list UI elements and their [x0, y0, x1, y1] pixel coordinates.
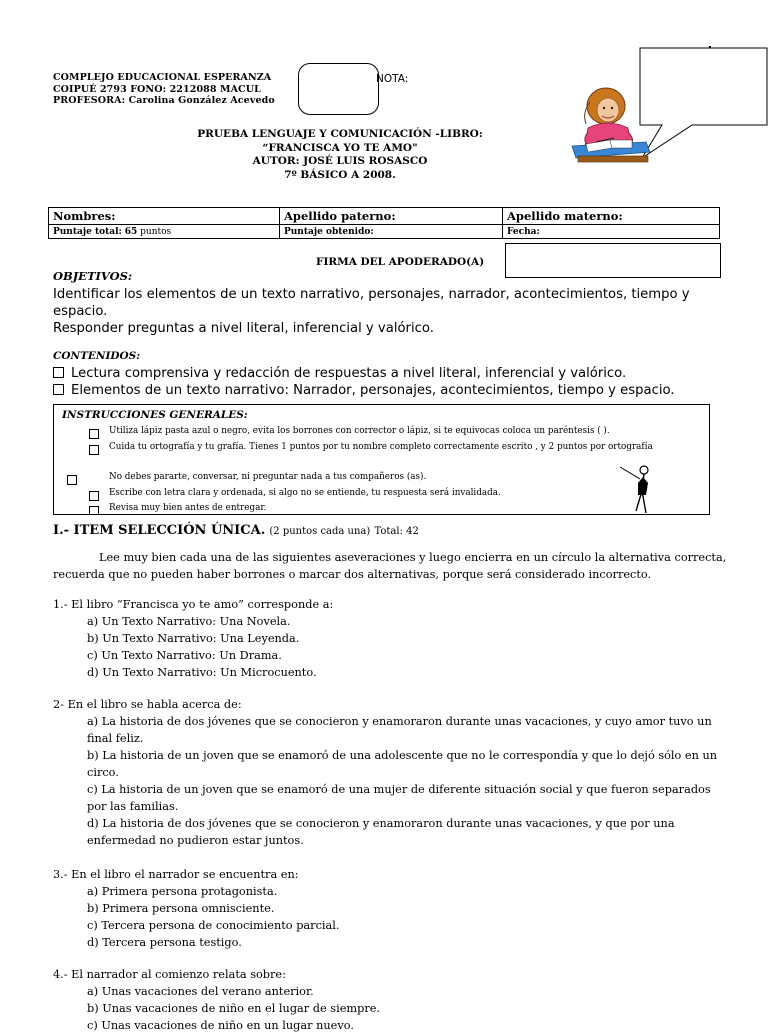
option[interactable]: a) Un Texto Narrativo: Una Novela.: [87, 615, 291, 628]
grade-label: NOTA:: [376, 73, 409, 85]
option[interactable]: a) La historia de dos jóvenes que se conocieron y enamoraron durante unas vacaciones, y cuyo amor tuvo un final feliz.: [87, 715, 712, 745]
school-name: COMPLEJO EDUCACIONAL ESPERANZA: [53, 72, 272, 83]
total-score-value: 65: [124, 226, 138, 237]
option[interactable]: a) Primera persona protagonista.: [87, 885, 278, 898]
option[interactable]: d) La historia de dos jóvenes que se conocieron y enamoraron durante unas vacaciones, y que por una enfermedad no pudieron estar juntos.: [87, 817, 675, 847]
book-title: “FRANCISCA YO TE AMO": [262, 141, 418, 154]
contents-list: [53, 365, 743, 399]
instruction-item: No debes pararte, conversar, ni preguntar nada a tus compañeros (as).: [109, 472, 427, 482]
title-line: PRUEBA LENGUAJE Y COMUNICACIÓN -LIBRO:: [197, 128, 483, 140]
checkbox-icon: [67, 475, 77, 485]
question-3: [53, 866, 733, 951]
checkbox-icon: [89, 445, 99, 455]
instruction-item: Cuida tu ortografía y tu grafía. Tienes 1 puntos por tu nombre completo correctamente escrito , y 2 puntos por ortografía: [109, 442, 653, 452]
option[interactable]: c) Tercera persona de conocimiento parcial.: [87, 919, 340, 932]
option[interactable]: b) Primera persona omnisciente.: [87, 902, 275, 915]
date-field[interactable]: Fecha:: [503, 225, 720, 239]
objectives-list: [53, 286, 733, 337]
maternal-surname-field[interactable]: Apellido materno:: [503, 208, 720, 225]
section-points: (2 puntos cada una): [269, 526, 371, 537]
checkbox-icon: [53, 384, 64, 395]
first-name-field[interactable]: Nombres:: [49, 208, 280, 225]
checkbox-icon: [53, 367, 64, 378]
paternal-surname-field[interactable]: Apellido paterno:: [280, 208, 503, 225]
question-stem: 2- En el libro se habla acerca de:: [53, 698, 242, 711]
objective-item: Identificar los elementos de un texto narrativo, personajes, narrador, acontecimientos, tiempo y espacio.: [53, 287, 690, 319]
obtained-score-field[interactable]: Puntaje obtenido:: [280, 225, 503, 239]
content-item: [53, 382, 743, 399]
total-score-unit: puntos: [140, 226, 172, 237]
objectives-heading: OBJETIVOS:: [53, 269, 133, 283]
content-item-text: Lectura comprensiva y redacción de respuestas a nivel literal, inferencial y valórico.: [71, 366, 627, 381]
total-score-label: Puntaje total:: [53, 226, 122, 237]
instructions-box: [53, 404, 710, 515]
instruction-item: Escribe con letra clara y ordenada, si algo no se entiende, tu respuesta será invalidada.: [109, 488, 501, 498]
option[interactable]: d) Tercera persona testigo.: [87, 936, 242, 949]
question-stem: 3.- En el libro el narrador se encuentra en:: [53, 868, 299, 881]
question-stem: 4.- El narrador al comienzo relata sobre:: [53, 968, 286, 981]
guardian-signature-label: FIRMA DEL APODERADO(A): [316, 256, 485, 268]
question-1: [53, 596, 733, 681]
guardian-signature-box[interactable]: [505, 243, 721, 278]
option[interactable]: c) Unas vacaciones de niño en un lugar nuevo.: [87, 1019, 354, 1032]
contents-heading: CONTENIDOS:: [53, 350, 141, 362]
section-total: Total: 42: [374, 526, 419, 537]
question-options: [53, 713, 733, 849]
option[interactable]: b) Unas vacaciones de niño en el lugar de siempre.: [87, 1002, 380, 1015]
instruction-item: Utiliza lápiz pasta azul o negro, evita los borrones con corrector o lápiz, si te equivocas coloca un paréntesis ( ).: [109, 426, 610, 436]
question-options: [53, 983, 733, 1034]
teacher-reading-icon: [566, 82, 652, 164]
checkbox-icon: [89, 491, 99, 501]
instructions-heading: INSTRUCCIONES GENERALES:: [62, 409, 248, 421]
option[interactable]: c) Un Texto Narrativo: Un Drama.: [87, 649, 282, 662]
section-heading: [53, 523, 419, 538]
book-author: AUTOR: JOSÉ LUIS ROSASCO: [252, 155, 428, 167]
objective-item: Responder preguntas a nivel literal, inferencial y valórico.: [53, 321, 434, 336]
instruction-item: Revisa muy bien antes de entregar.: [109, 503, 267, 513]
question-2: [53, 696, 733, 849]
teacher-name: PROFESORA: Carolina González Acevedo: [53, 95, 275, 106]
teacher-pointer-icon: [618, 461, 658, 515]
question-stem: 1.- El libro “Francisca yo te amo” corresponde a:: [53, 598, 334, 611]
option[interactable]: a) Unas vacaciones del verano anterior.: [87, 985, 314, 998]
content-item-text: Elementos de un texto narrativo: Narrador, personajes, acontecimientos, tiempo y espacio.: [71, 383, 675, 398]
option[interactable]: b) Un Texto Narrativo: Una Leyenda.: [87, 632, 300, 645]
question-options: [53, 613, 733, 681]
total-score-cell: [49, 225, 280, 239]
school-address: COIPUÉ 2793 FONO: 2212088 MACUL: [53, 83, 261, 95]
student-info-table: [48, 207, 720, 239]
exam-title: [150, 128, 530, 182]
checkbox-icon: [89, 429, 99, 439]
checkbox-icon: [89, 506, 99, 515]
section-title: I.- ITEM SELECCIÓN ÚNICA.: [53, 523, 266, 538]
section-intro: Lee muy bien cada una de las siguientes aseveraciones y luego encierra en un círculo la alternativa correcta, recuerda que no pueden haber borrones o marcar dos alternativas, porque será considerado incorrecto.: [53, 551, 727, 581]
course-year: 7º BÁSICO A 2008.: [284, 168, 396, 181]
question-options: [53, 883, 733, 951]
option[interactable]: d) Un Texto Narrativo: Un Microcuento.: [87, 666, 317, 679]
option[interactable]: c) La historia de un joven que se enamoró de una mujer de diferente situación social y que fueron separados por las familias.: [87, 783, 711, 813]
content-item: [53, 365, 743, 382]
option[interactable]: b) La historia de un joven que se enamoró de una adolescente que no le correspondía y que lo dejó sólo en un circo.: [87, 749, 718, 779]
